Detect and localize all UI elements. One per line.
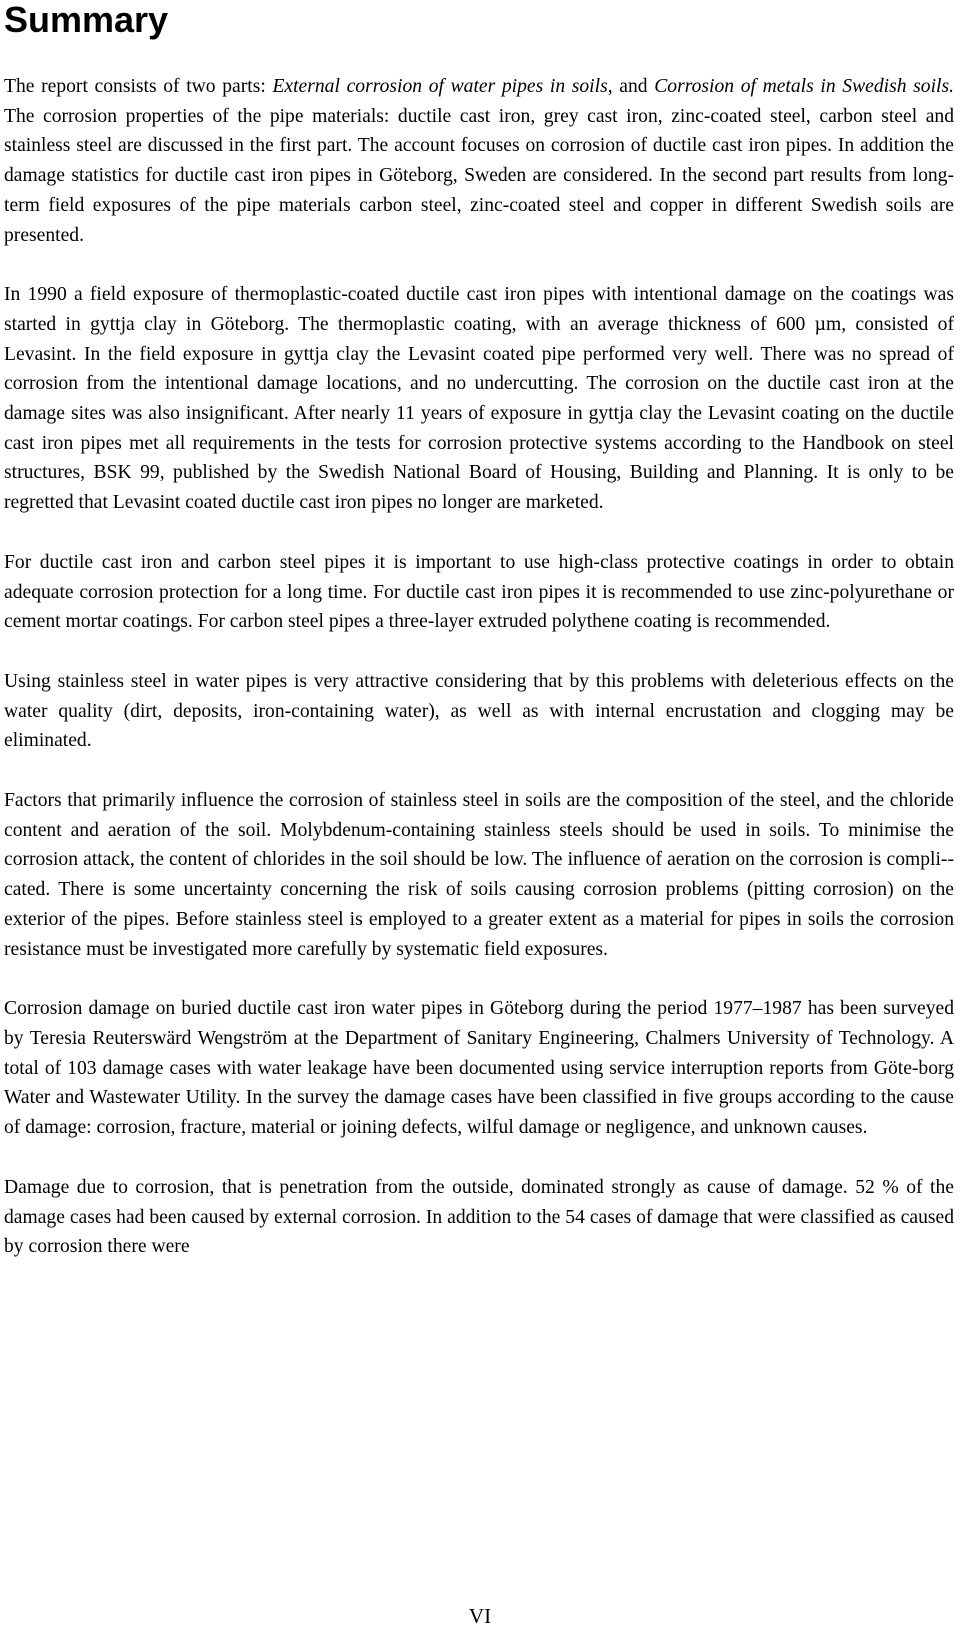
body-text — [4, 72, 954, 1262]
intro-text-between: , and — [607, 76, 655, 97]
paragraph-damage-corrosion: Damage due to corrosion, that is penetration from the outside, dominated strongly as cause of damage. 52 % of the damage cases had been caused by external corrosion. In addition to the 54 cases of damage that were classified as caused by corrosion there were — [4, 1176, 954, 1258]
paragraph-coatings: For ductile cast iron and carbon steel pipes it is important to use high-class protective coatings in order to obtain adequate corrosion protection for a long time. For ductile cast iron pipes it is recommended to use zinc-polyurethane or cement mortar coatings. For carbon steel pipes a three-layer extruded polythene coating is recommended. — [4, 551, 954, 633]
paragraph-intro — [4, 72, 954, 250]
intro-text-start: The report consists of two parts: — [4, 76, 273, 97]
paragraph-influencing-factors: Factors that primarily influence the corrosion of stainless steel in soils are the composition of the steel, and the chloride content and aeration of the soil. Molybdenum-containing stainless steels should be used in soils. To minimise the corrosion attack, the content of chlorides in the soil should be low. The influence of aeration on the corrosion is compli-cated. There is some uncertainty concerning the risk of soils causing corrosion problems (pitting corrosion) on the exterior of the pipes. Before stainless steel is employed to a greater extent as a material for pipes in soils the corrosion resistance must be investigated more carefully by systematic field exposures. — [4, 790, 954, 960]
report-part-2-title: Corrosion of metals in Swedish soils. — [654, 76, 954, 97]
paragraph-damage-survey: Corrosion damage on buried ductile cast iron water pipes in Göteborg during the period 1977–1987 has been surveyed by Teresia Reuterswärd Wengström at the Department of Sanitary Engineering, Chalmers University of Technology. A total of 103 damage cases with water leakage have been documented using service interruption reports from Göte-borg Water and Wastewater Utility. In the survey the damage cases have been classified in five groups according to the cause of damage: corrosion, fracture, material or joining defects, wilful damage or negligence, and unknown causes. — [4, 998, 954, 1139]
paragraph-field-exposure: In 1990 a field exposure of thermoplastic-coated ductile cast iron pipes with intentional damage on the coatings was started in gyttja clay in Göteborg. The thermoplastic coating, with an average thickness of 600 µm, consisted of Levasint. In the field exposure in gyttja clay the Levasint coated pipe performed very well. There was no spread of corrosion from the intentional damage locations, and no undercutting. The corrosion on the ductile cast iron at the damage sites was also insignificant. After nearly 11 years of exposure in gyttja clay the Levasint coating on the ductile cast iron pipes met all requirements in the tests for corrosion protective systems according to the Handbook on steel structures, BSK 99, published by the Swedish National Board of Housing, Building and Planning. It is only to be regretted that Levasint coated ductile cast iron pipes no longer are marketed. — [4, 284, 954, 514]
page-title: Summary — [4, 0, 169, 40]
report-part-1-title: External corrosion of water pipes in soils — [272, 76, 608, 97]
intro-text-rest: The corrosion properties of the pipe materials: ductile cast iron, grey cast iron, zinc-coated steel, carbon steel and stainless steel are discussed in the first part. The account focuses on corrosion of ductile cast iron pipes. In addition the damage statistics for ductile cast iron pipes in Göteborg, Sweden are considered. In the second part results from long-term field exposures of the pipe materials carbon steel, zinc-coated steel and copper in different Swedish soils are presented. — [4, 105, 954, 246]
page-number: VI — [468, 1604, 492, 1628]
paragraph-stainless-steel: Using stainless steel in water pipes is very attractive considering that by this problems with deleterious effects on the water quality (dirt, deposits, iron-containing water), as well as with internal encrustation and clogging may be eliminated. — [4, 670, 954, 752]
